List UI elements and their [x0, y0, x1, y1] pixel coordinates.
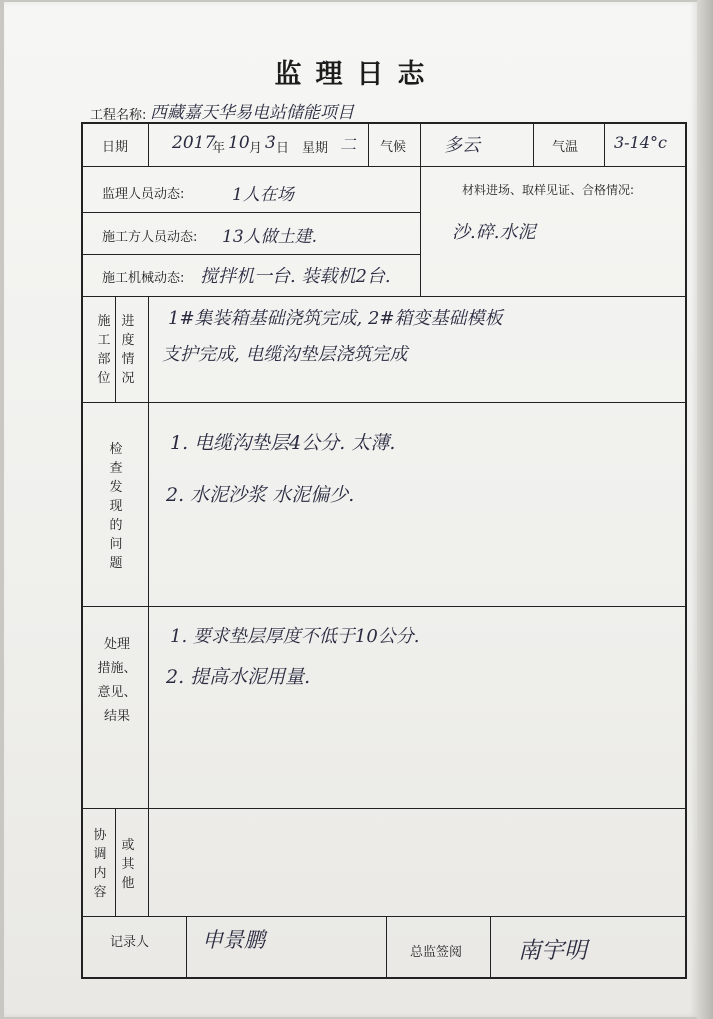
col-divider — [115, 296, 116, 402]
progress-label-col1: 施 工 部 位 — [97, 314, 111, 386]
recorder-label: 记录人 — [110, 935, 150, 950]
col-divider — [490, 916, 491, 979]
measures-label — [90, 633, 144, 729]
col-divider — [368, 122, 369, 166]
measures-label-part: 结果 — [103, 709, 130, 724]
progress-line-1: 1#集装箱基础浇筑完成, 2#箱变基础模板 — [168, 308, 503, 329]
supervisor-staff-label: 监理人员动态: — [102, 187, 185, 202]
materials-label: 材料进场、取样见证、合格情况: — [462, 183, 635, 197]
weekday-label: 星期 — [302, 141, 329, 156]
log-form-frame — [81, 122, 687, 979]
measure-line-2: 2. 提高水泥用量. — [166, 666, 311, 688]
progress-line-2: 支护完成, 电缆沟垫层浇筑完成 — [162, 344, 408, 365]
contractor-staff-value: 13人做土建. — [222, 227, 318, 247]
date-year: 2017 — [172, 133, 216, 153]
row-divider — [81, 296, 687, 297]
day-unit: 日 — [276, 141, 290, 156]
temp-value: 3-14°c — [614, 133, 667, 152]
col-divider — [386, 916, 387, 979]
progress-label-col2: 进 度 情 况 — [121, 314, 135, 386]
weekday-value: 二 — [340, 135, 357, 154]
col-divider — [420, 122, 421, 296]
temp-label: 气温 — [552, 140, 579, 155]
materials-value: 沙.碎.水泥 — [452, 222, 536, 243]
date-day: 3 — [265, 133, 276, 153]
chief-supervisor-signature: 南宇明 — [518, 938, 587, 964]
machine-value: 搅拌机一台. 装载机2台. — [200, 266, 391, 287]
issue-line-1: 1. 电缆沟垫层4公分. 太薄. — [170, 432, 396, 454]
measure-line-1: 1. 要求垫层厚度不低于10公分. — [170, 626, 420, 647]
row-divider — [81, 606, 687, 607]
page-edge — [697, 0, 713, 1019]
recorder-signature: 申景鹏 — [202, 928, 265, 952]
col-divider — [148, 296, 149, 916]
coordination-label-col2: 或 其 他 — [121, 838, 135, 891]
row-divider — [81, 166, 687, 167]
measures-label-part: 措施、 — [97, 661, 137, 676]
project-name-label: 工程名称: — [90, 108, 147, 123]
row-divider — [81, 808, 687, 809]
col-divider — [115, 808, 116, 916]
page-title: 监理日志 — [274, 59, 439, 90]
year-unit: 年 — [212, 141, 226, 156]
col-divider — [604, 122, 605, 166]
col-divider — [533, 122, 534, 166]
month-unit: 月 — [249, 141, 263, 156]
date-month: 10 — [228, 133, 250, 153]
issue-line-2: 2. 水泥沙浆 水泥偏少. — [166, 484, 355, 506]
row-divider — [81, 254, 420, 255]
row-divider — [81, 402, 687, 403]
row-divider — [81, 212, 420, 213]
coordination-label-col1: 协 调 内 容 — [93, 828, 107, 900]
machine-label: 施工机械动态: — [102, 271, 185, 286]
contractor-staff-label: 施工方人员动态: — [102, 230, 198, 245]
project-name-value: 西藏嘉天华易电站储能项目 — [150, 103, 354, 123]
row-divider — [81, 916, 687, 917]
weather-label: 气候 — [380, 140, 407, 155]
col-divider — [148, 122, 149, 166]
measures-label-part: 处理 — [103, 637, 130, 652]
col-divider — [186, 916, 187, 979]
issues-label: 检 查 发 现 的 问 题 — [109, 442, 123, 571]
measures-label-part: 意见、 — [97, 685, 137, 700]
chief-supervisor-label: 总监签阅 — [410, 945, 463, 960]
supervisor-staff-value: 1人在场 — [232, 185, 294, 205]
date-label: 日期 — [102, 140, 129, 155]
weather-value: 多云 — [444, 135, 480, 156]
